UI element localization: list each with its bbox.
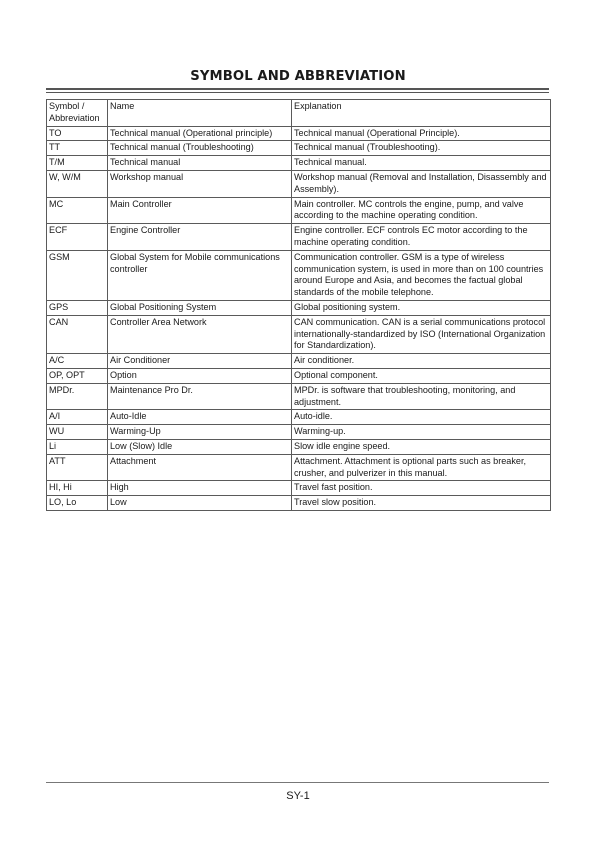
- table-row: [47, 410, 551, 425]
- symbol-cell: WU: [47, 425, 108, 440]
- name-cell: Controller Area Network: [108, 315, 292, 353]
- symbol-cell: HI, Hi: [47, 481, 108, 496]
- table-row: [47, 368, 551, 383]
- symbol-cell: MPDr.: [47, 383, 108, 410]
- footer-rule: [46, 782, 549, 783]
- table-row: [47, 156, 551, 171]
- symbol-cell: TT: [47, 141, 108, 156]
- name-cell: Workshop manual: [108, 170, 292, 197]
- explanation-cell: Workshop manual (Removal and Installation, Disassembly and Assembly).: [292, 170, 551, 197]
- symbol-cell: CAN: [47, 315, 108, 353]
- table-row: [47, 315, 551, 353]
- name-cell: Warming-Up: [108, 425, 292, 440]
- table-row: [47, 354, 551, 369]
- symbol-cell: A/C: [47, 354, 108, 369]
- symbol-cell: A/I: [47, 410, 108, 425]
- explanation-cell: Auto-idle.: [292, 410, 551, 425]
- symbol-cell: MC: [47, 197, 108, 224]
- name-cell: Global System for Mobile communications controller: [108, 250, 292, 300]
- symbol-cell: GSM: [47, 250, 108, 300]
- table-row: [47, 170, 551, 197]
- name-cell: Technical manual (Troubleshooting): [108, 141, 292, 156]
- symbol-cell: ECF: [47, 224, 108, 251]
- name-cell: Technical manual (Operational principle): [108, 126, 292, 141]
- table-row: [47, 126, 551, 141]
- table-header-row: [47, 100, 551, 127]
- symbol-cell: W, W/M: [47, 170, 108, 197]
- symbol-cell: TO: [47, 126, 108, 141]
- table-row: [47, 197, 551, 224]
- page-title: SYMBOL AND ABBREVIATION: [190, 69, 406, 84]
- name-cell: Option: [108, 368, 292, 383]
- abbreviation-table: [46, 99, 551, 511]
- table-row: [47, 300, 551, 315]
- explanation-cell: Technical manual (Operational Principle).: [292, 126, 551, 141]
- explanation-cell: Air conditioner.: [292, 354, 551, 369]
- table-row: [47, 383, 551, 410]
- name-cell: Maintenance Pro Dr.: [108, 383, 292, 410]
- explanation-cell: Optional component.: [292, 368, 551, 383]
- table-row: [47, 496, 551, 511]
- explanation-cell: Engine controller. ECF controls EC motor according to the machine operating condition.: [292, 224, 551, 251]
- explanation-cell: MPDr. is software that troubleshooting, monitoring, and adjustment.: [292, 383, 551, 410]
- name-cell: Technical manual: [108, 156, 292, 171]
- page-number: SY-1: [286, 790, 310, 802]
- explanation-cell: Slow idle engine speed.: [292, 439, 551, 454]
- symbol-cell: T/M: [47, 156, 108, 171]
- title-rule-thick: [46, 88, 549, 90]
- symbol-cell: GPS: [47, 300, 108, 315]
- name-cell: High: [108, 481, 292, 496]
- name-cell: Main Controller: [108, 197, 292, 224]
- table-row: [47, 454, 551, 481]
- explanation-cell: CAN communication. CAN is a serial communications protocol internationally-standardized by ISO (International Organization for Standardization).: [292, 315, 551, 353]
- explanation-cell: Communication controller. GSM is a type of wireless communication system, is used in more than on 100 countries around Europe and Asia, and becomes the factual global standards of the mobile telephone.: [292, 250, 551, 300]
- name-cell: Low (Slow) Idle: [108, 439, 292, 454]
- name-cell: Low: [108, 496, 292, 511]
- explanation-cell: Warming-up.: [292, 425, 551, 440]
- symbol-cell: LO, Lo: [47, 496, 108, 511]
- explanation-cell: Attachment. Attachment is optional parts such as breaker, crusher, and pulverizer in this manual.: [292, 454, 551, 481]
- title-rule-thin: [46, 92, 549, 93]
- table-row: [47, 224, 551, 251]
- name-cell: Auto-Idle: [108, 410, 292, 425]
- explanation-cell: Travel slow position.: [292, 496, 551, 511]
- table-row: [47, 250, 551, 300]
- table-row: [47, 481, 551, 496]
- name-cell: Engine Controller: [108, 224, 292, 251]
- explanation-cell: Global positioning system.: [292, 300, 551, 315]
- name-cell: Air Conditioner: [108, 354, 292, 369]
- name-cell: Global Positioning System: [108, 300, 292, 315]
- table-row: [47, 425, 551, 440]
- symbol-cell: Li: [47, 439, 108, 454]
- name-cell: Attachment: [108, 454, 292, 481]
- explanation-cell: Technical manual (Troubleshooting).: [292, 141, 551, 156]
- column-header-name: Name: [108, 100, 292, 127]
- column-header-explanation: Explanation: [292, 100, 551, 127]
- symbol-cell: OP, OPT: [47, 368, 108, 383]
- table-row: [47, 439, 551, 454]
- table-row: [47, 141, 551, 156]
- explanation-cell: Main controller. MC controls the engine, pump, and valve according to the machine operating condition.: [292, 197, 551, 224]
- symbol-cell: ATT: [47, 454, 108, 481]
- explanation-cell: Technical manual.: [292, 156, 551, 171]
- explanation-cell: Travel fast position.: [292, 481, 551, 496]
- column-header-symbol: Symbol / Abbreviation: [47, 100, 108, 127]
- table-body: [47, 126, 551, 510]
